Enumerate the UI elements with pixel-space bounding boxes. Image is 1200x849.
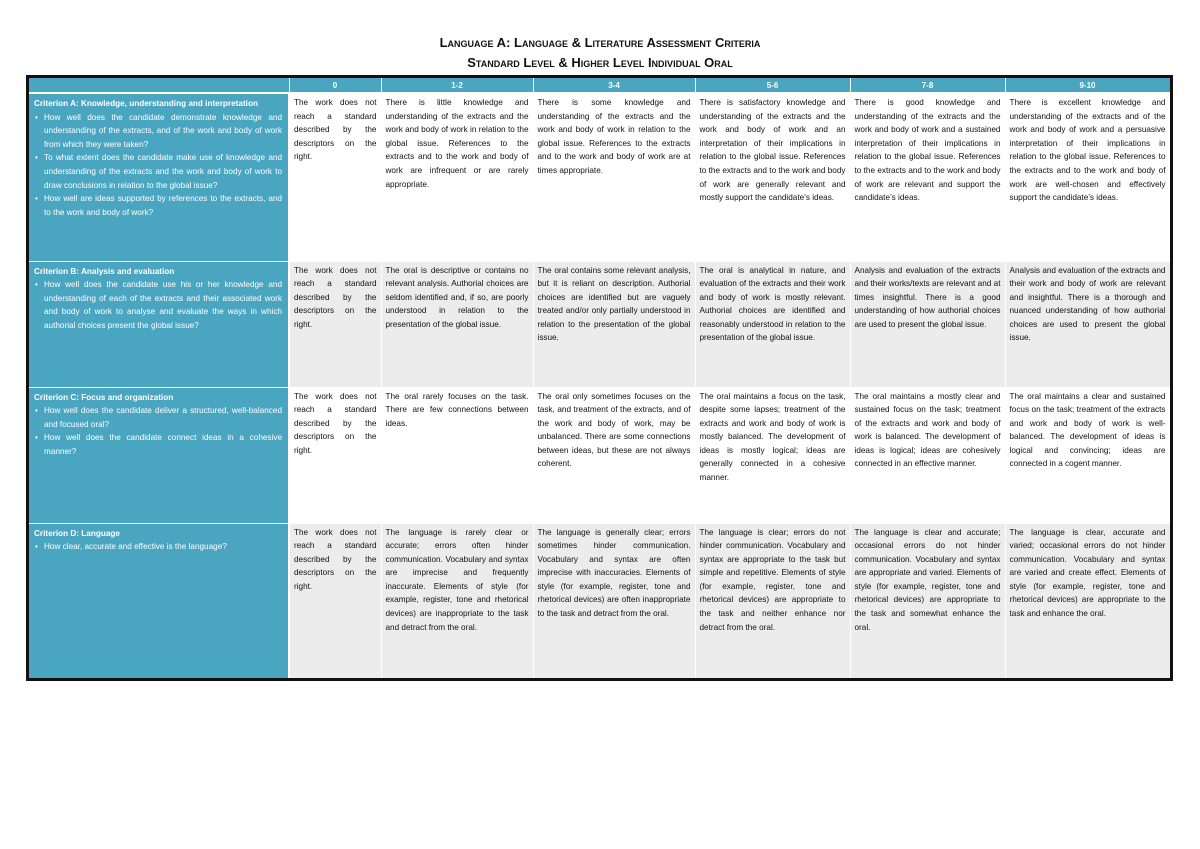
criterion-question: • How well does the candidate demonstrate knowledge and understanding of the extracts, and of the work and body of work from which they were taken? [35, 112, 282, 149]
descriptor-cell: The work does not reach a standard described by the descriptors on the right. [289, 387, 381, 523]
document-header [0, 36, 1200, 70]
criterion-question: • How well does the candidate connect ideas in a cohesive manner? [35, 433, 282, 456]
descriptor-cell: There is excellent knowledge and understanding of the extracts and of the work and body of work and a persuasive interpretation of their implications in relation to the global issue. References to the extracts and to the work and body of work are well-chosen and effectively support the candidate’s ideas. [1005, 93, 1170, 261]
criterion-cell-a [29, 93, 289, 261]
criterion-title: Criterion C: Focus and organization [34, 392, 174, 402]
descriptor-cell: The language is generally clear; errors sometimes hinder communication. Vocabulary and syntax are often imprecise with inaccuracies. Elements of style (for example, register, tone and rhetorical devices) are often inappropriate to the task and detract from the oral. [533, 523, 695, 681]
bullet-icon: • [35, 542, 38, 552]
criterion-title: Criterion A: Knowledge, understanding and interpretation [34, 99, 258, 108]
descriptor-cell: The language is rarely clear or accurate; errors often hinder communication. Vocabulary and syntax are imprecise and frequently inaccurate. Elements of style (for example, register, tone and rhetorical devices) are inappropriate to the task and detract from the oral. [381, 523, 533, 681]
descriptor-cell: The work does not reach a standard described by the descriptors on the right. [289, 523, 381, 681]
descriptor-cell: The language is clear and accurate; occasional errors do not hinder communication. Vocabulary and syntax are appropriate and varied. Elements of style (for example, register, tone and rhetorical devices) are appropriate to the task and somewhat enhance the oral. [850, 523, 1005, 681]
header-cell-band-5-6: 5-6 [695, 78, 850, 93]
criterion-question: • How well are ideas supported by references to the extracts, and to the work and body of work? [35, 194, 282, 217]
descriptor-cell: The oral is analytical in nature, and evaluation of the extracts and their work and body of work is mostly relevant. Authorial choices are identified and reasonably understood in relation to the presentation of the global issue. [695, 261, 850, 387]
descriptor-cell: Analysis and evaluation of the extracts and their works/texts are relevant and at times insightful. There is a good understanding of how authorial choices are used to present the global issue. [850, 261, 1005, 387]
bullet-icon: • [35, 112, 38, 122]
criterion-cell-c [29, 387, 289, 523]
band-header-row [29, 78, 1170, 93]
descriptor-cell: The oral only sometimes focuses on the task, and treatment of the extracts, and of the work and body of work, may be unbalanced. There are some connections between ideas, but these are not always coherent. [533, 387, 695, 523]
criterion-question: • How clear, accurate and effective is the language? [34, 540, 282, 554]
criterion-question: • How well does the candidate deliver a structured, well-balanced and focused oral? [35, 406, 282, 429]
criterion-questions [34, 404, 282, 458]
descriptor-cell: The oral maintains a focus on the task, despite some lapses; treatment of the extracts and work and body of work is mostly balanced. The development of ideas is mostly logical; ideas are generally connected in a cohesive manner. [695, 387, 850, 523]
descriptor-cell: The oral maintains a mostly clear and sustained focus on the task; treatment of the extracts and work and body of work is balanced. The development of ideas is logical; ideas are cohesively connected in an effective manner. [850, 387, 1005, 523]
document-title: Language A: Language & Literature Assessment Criteria [439, 35, 761, 50]
bullet-icon: • [35, 406, 38, 416]
descriptor-cell: There is good knowledge and understanding of the extracts and the work and body of work and a sustained interpretation of their implications in relation to the global issue. References to the extracts and to the work and body of work are relevant and support the candidate’s ideas. [850, 93, 1005, 261]
descriptor-cell: The oral is descriptive or contains no relevant analysis. Authorial choices are seldom identified and, if so, are poorly understood in relation to the presentation of the global issue. [381, 261, 533, 387]
descriptor-cell: The oral contains some relevant analysis, but it is reliant on description. Authorial choices are identified but are vaguely treated and/or only partially understood in relation to the presentation of the global issue. [533, 261, 695, 387]
bullet-icon: • [35, 153, 38, 163]
header-cell-band-9-10: 9-10 [1005, 78, 1170, 93]
criterion-row-d [29, 523, 1170, 681]
descriptor-cell: The language is clear; errors do not hinder communication. Vocabulary and syntax are appropriate to the task but simple and repetitive. Elements of style (for example, register, tone and rhetorical devices) are appropriate to the task and neither enhance nor detract from the oral. [695, 523, 850, 681]
header-cell-band-7-8: 7-8 [850, 78, 1005, 93]
criteria-table [29, 78, 1171, 681]
criterion-row-c [29, 387, 1170, 523]
descriptor-cell: The work does not reach a standard described by the descriptors on the right. [289, 93, 381, 261]
bullet-icon: • [35, 280, 38, 290]
bullet-icon: • [35, 433, 38, 443]
criterion-row-a [29, 93, 1170, 261]
criterion-title: Criterion B: Analysis and evaluation [34, 266, 175, 276]
criterion-questions [34, 278, 282, 332]
criterion-questions [34, 111, 282, 220]
document-subtitle: Standard Level & Higher Level Individual Oral [467, 55, 733, 70]
bullet-icon: • [35, 194, 38, 204]
descriptor-cell: There is some knowledge and understanding of the extracts and the work and body of work in relation to the global issue. References to the extracts and to the work and body of work are at times appropriate. [533, 93, 695, 261]
descriptor-cell: The language is clear, accurate and varied; occasional errors do not hinder communication. Vocabulary and syntax are varied and create effect. Elements of style (for example, register, tone and rhetorical devices) are appropriate to the task and enhance the oral. [1005, 523, 1170, 681]
criterion-title: Criterion D: Language [34, 528, 120, 538]
criterion-question: • How well does the candidate use his or her knowledge and understanding of each of the extracts and their associated work and body of work to analyse and evaluate the ways in which authorial choices present the global issue? [35, 280, 282, 330]
criterion-question: • To what extent does the candidate make use of knowledge and understanding of the extracts and the work and body of work to draw conclusions in relation to the global issue? [35, 153, 282, 190]
header-cell-band-1-2: 1-2 [381, 78, 533, 93]
header-cell-band-3-4: 3-4 [533, 78, 695, 93]
criterion-cell-b [29, 261, 289, 387]
descriptor-cell: The oral rarely focuses on the task. There are few connections between ideas. [381, 387, 533, 523]
header-cell-criterion [29, 78, 289, 93]
criterion-row-b [29, 261, 1170, 387]
descriptor-cell: There is little knowledge and understanding of the extracts and the work and body of work in relation to the global issue. References to the extracts and to the work and body of work are infrequent or are rarely appropriate. [381, 93, 533, 261]
criteria-table-frame [26, 75, 1173, 681]
descriptor-cell: Analysis and evaluation of the extracts and their work and body of work are relevant and insightful. There is a thorough and nuanced understanding of how authorial choices are used to present the global issue. [1005, 261, 1170, 387]
header-cell-band-0: 0 [289, 78, 381, 93]
criterion-questions [34, 540, 282, 554]
descriptor-cell: The work does not reach a standard described by the descriptors on the right. [289, 261, 381, 387]
descriptor-cell: The oral maintains a clear and sustained focus on the task; treatment of the extracts and work and body of work is well-balanced. The development of ideas is logical and convincing; ideas are connected in a cogent manner. [1005, 387, 1170, 523]
criterion-cell-d [29, 523, 289, 681]
descriptor-cell: There is satisfactory knowledge and understanding of the extracts and the work and body of work and an interpretation of their implications in relation to the global issue. References to the extracts and to the work and body of work are generally relevant and mostly support the candidate’s ideas. [695, 93, 850, 261]
